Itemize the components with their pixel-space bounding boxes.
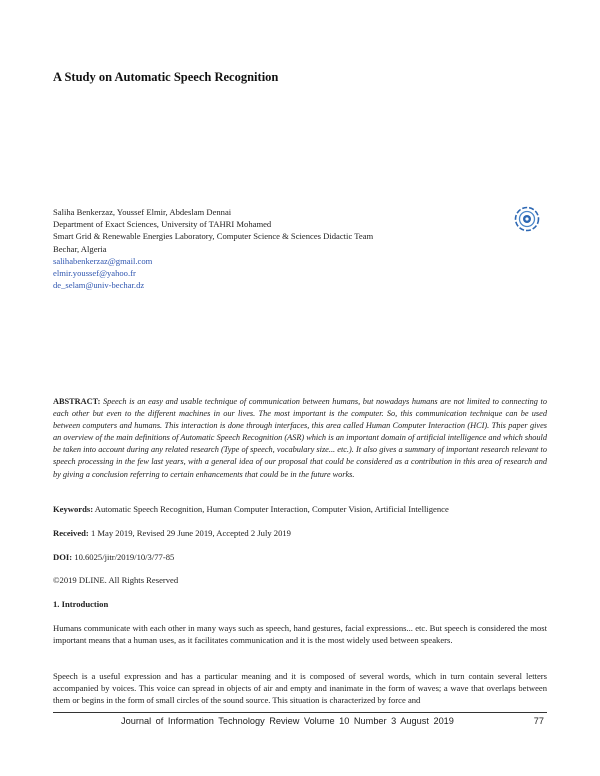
doi-text[interactable]: 10.6025/jitr/2019/10/3/77-85 — [74, 552, 175, 562]
keywords-line — [53, 503, 547, 515]
received-label: Received: — [53, 528, 89, 538]
keywords-text: Automatic Speech Recognition, Human Computer Interaction, Computer Vision, Artificial Intelligence — [94, 504, 449, 514]
section-heading: 1. Introduction — [53, 599, 109, 609]
affiliation-laboratory: Smart Grid & Renewable Energies Laboratory, Computer Science & Sciences Didactic Team — [53, 231, 374, 242]
affiliation-location: Bechar, Algeria — [53, 243, 107, 254]
author-email-2[interactable]: elmir.youssef@yahoo.fr — [53, 268, 136, 279]
doi-line — [53, 551, 547, 563]
publisher-logo-icon — [513, 205, 541, 233]
received-line — [53, 527, 547, 539]
author-names: Saliha Benkerzaz, Youssef Elmir, Abdeslam Dennai — [53, 207, 232, 217]
author-block — [53, 206, 513, 291]
affiliation-department: Department of Exact Sciences, University of TAHRI Mohamed — [53, 219, 272, 230]
footer-journal: Journal of Information Technology Review Volume 10 Number 3 August 2019 — [121, 716, 454, 726]
author-email-1[interactable]: salihabenkerzaz@gmail.com — [53, 255, 153, 266]
paragraph: Humans communicate with each other in many ways such as speech, hand gestures, facial expressions... etc. But speech is considered the most important means that a human uses, as it facilitates communication and it is the most widely used between speakers. — [53, 623, 547, 646]
paper-title: A Study on Automatic Speech Recognition — [53, 70, 279, 84]
abstract-text: Speech is an easy and usable technique of communication between humans, but nowadays humans are not limited to connecting to each other but even to the different machines in our lives. The most important is the computer. So, this communication technique can be used between computers and humans. This interaction is done through interfaces, this area called Human Computer Interaction (HCI). This paper gives an overview of the main definitions of Automatic Speech Recognition (ASR) which is an important domain of artificial intelligence and which should be taken into account during any related research (Type of speech, vocabulary size... etc.). It also gives a summary of important research relevant to speech processing in the few last years, with a general idea of our proposal that could be considered as a contribution in this area of research and by giving a conclusion referring to certain enhancements that could be in the future works. — [53, 397, 548, 479]
footer-divider — [53, 712, 547, 713]
keywords-label: Keywords: — [53, 504, 94, 514]
doi-label: DOI: — [53, 552, 73, 562]
author-email-3[interactable]: de_selam@univ-bechar.dz — [53, 280, 145, 291]
received-text: 1 May 2019, Revised 29 June 2019, Accepted 2 July 2019 — [90, 528, 291, 538]
abstract-label: ABSTRACT: — [53, 397, 101, 406]
paragraph: Speech is a useful expression and has a particular meaning and it is composed of several words, which in turn contain several letters accompanied by voices. This voice can spread in objects of air and empty and inanimate in the form of waves; a wave that overlaps between them or begins in the form of small circles of the sound source. This situation is characterized by force and — [53, 671, 547, 706]
page-number: 77 — [533, 716, 544, 726]
copyright-line: ©2019 DLINE. All Rights Reserved — [53, 575, 179, 585]
abstract — [53, 396, 547, 481]
